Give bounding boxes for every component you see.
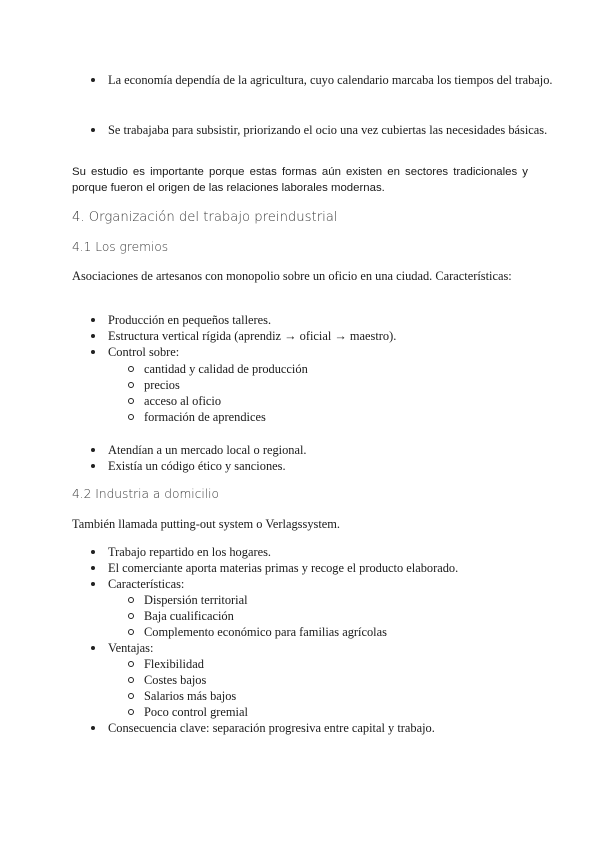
sub-list-item-text: Baja cualificación [144, 609, 234, 623]
sub-list-item-text: formación de aprendices [144, 410, 266, 424]
bullet-icon [91, 350, 95, 354]
list-item [72, 576, 528, 592]
sub-list-item [72, 704, 528, 720]
list-item [72, 560, 528, 576]
sub-list-item [72, 361, 528, 377]
bullet-icon [91, 318, 95, 322]
sub-list-item-text: Poco control gremial [144, 705, 248, 719]
list-item-text: Consecuencia clave: separación progresiva entre capital y trabajo. [108, 721, 435, 735]
section-heading: 4. Organización del trabajo preindustrial [72, 210, 338, 225]
list-item-text: Atendían a un mercado local o regional. [108, 443, 307, 457]
sub-list-item-text: acceso al oficio [144, 394, 222, 408]
list-item-text: Trabajo repartido en los hogares. [108, 545, 271, 559]
bullet-icon [91, 334, 95, 338]
list-item-text: Estructura vertical rígida (aprendiz → oficial → maestro). [108, 329, 397, 343]
list-item-text: Características: [108, 577, 185, 591]
gremios-intro-text: Asociaciones de artesanos con monopolio sobre un oficio en una ciudad. Características: [72, 269, 512, 283]
list-item [72, 640, 528, 656]
circle-bullet-icon [128, 597, 134, 603]
circle-bullet-icon [128, 693, 134, 699]
gremios-intro [72, 268, 528, 284]
bullet-icon [91, 128, 95, 132]
gremios-list [72, 312, 528, 425]
list-item [72, 312, 528, 328]
sub-list-item-text: Flexibilidad [144, 657, 204, 671]
gremios-list-b [72, 442, 528, 474]
list-item-text: Ventajas: [108, 641, 154, 655]
circle-bullet-icon [128, 613, 134, 619]
sub-list-item-text: Salarios más bajos [144, 689, 237, 703]
bullet-icon [91, 726, 95, 730]
domicilio-list [72, 544, 528, 736]
list-item-text: El comerciante aporta materias primas y recoge el producto elaborado. [108, 561, 459, 575]
bullet-icon [91, 78, 95, 82]
sub-list-item-text: Dispersión territorial [144, 593, 248, 607]
sub-list-item [72, 656, 528, 672]
circle-bullet-icon [128, 661, 134, 667]
sub-list-item [72, 688, 528, 704]
sub-list-item [72, 377, 528, 393]
circle-bullet-icon [128, 677, 134, 683]
sub-list-item [72, 624, 528, 640]
subsection-heading-domicilio: 4.2 Industria a domicilio [72, 487, 220, 501]
list-item-text: Control sobre: [108, 345, 180, 359]
bullet-icon [91, 448, 95, 452]
sub-list-item-text: Costes bajos [144, 673, 207, 687]
sub-list-item-text: Complemento económico para familias agrícolas [144, 625, 387, 639]
bullet-icon [91, 646, 95, 650]
circle-bullet-icon [128, 398, 134, 404]
bullet-icon [91, 550, 95, 554]
circle-bullet-icon [128, 382, 134, 388]
sub-list-item-text: cantidad y calidad de producción [144, 362, 308, 376]
list-item [72, 122, 564, 138]
bullet-icon [91, 566, 95, 570]
sub-list-item [72, 608, 528, 624]
list-item [72, 344, 528, 360]
circle-bullet-icon [128, 414, 134, 420]
circle-bullet-icon [128, 366, 134, 372]
domicilio-intro: También llamada putting-out system o Verlagssystem. [72, 517, 341, 531]
list-item-text: Existía un código ético y sanciones. [108, 459, 286, 473]
importance-paragraph: Su estudio es importante porque estas formas aún existen en sectores tradicionales y porque fueron el origen de las relaciones laborales modernas. [72, 166, 528, 194]
subsection-heading-gremios: 4.1 Los gremios [72, 240, 169, 254]
circle-bullet-icon [128, 629, 134, 635]
list-item [72, 544, 528, 560]
list-item-text: Se trabajaba para subsistir, priorizando el ocio una vez cubiertas las necesidades básicas. [108, 123, 548, 137]
list-item-text: Producción en pequeños talleres. [108, 313, 272, 327]
circle-bullet-icon [128, 709, 134, 715]
list-item-text: La economía dependía de la agricultura, cuyo calendario marcaba los tiempos del trabajo. [108, 73, 553, 87]
list-item [72, 458, 528, 474]
bullet-icon [91, 464, 95, 468]
list-item [72, 720, 528, 736]
bullet-icon [91, 582, 95, 586]
sub-list-item [72, 672, 528, 688]
sub-list-item [72, 393, 528, 409]
sub-list-item [72, 409, 528, 425]
list-item [72, 328, 528, 344]
sub-list-item-text: precios [144, 378, 180, 392]
list-item [72, 72, 564, 88]
list-item [72, 442, 528, 458]
sub-list-item [72, 592, 528, 608]
